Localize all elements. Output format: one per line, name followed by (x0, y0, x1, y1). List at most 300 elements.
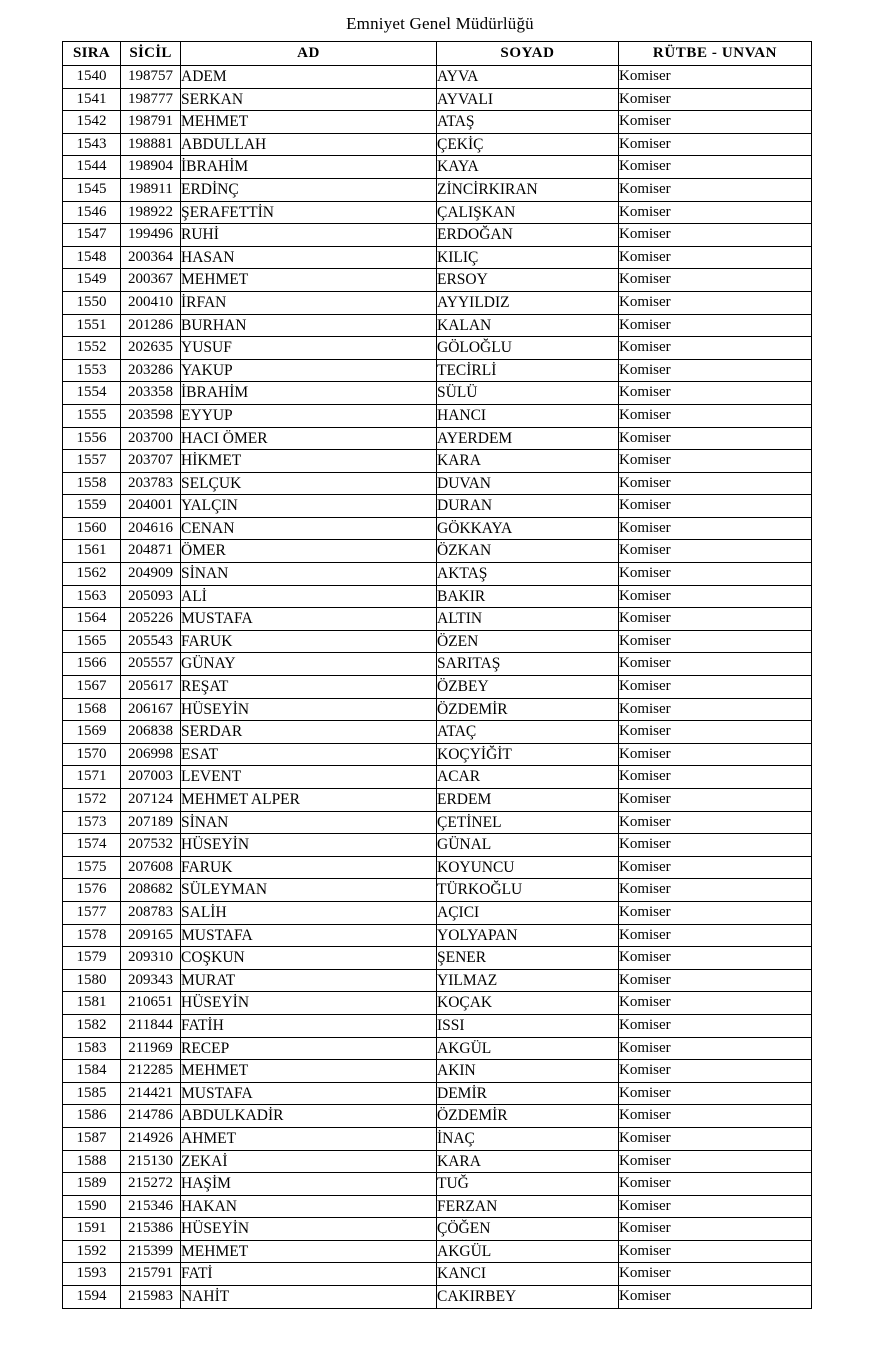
cell-sicil: 215386 (121, 1218, 181, 1241)
cell-sicil: 208682 (121, 879, 181, 902)
cell-sicil: 207532 (121, 834, 181, 857)
cell-rutbe: Komiser (619, 111, 812, 134)
cell-sicil: 203358 (121, 382, 181, 405)
cell-rutbe: Komiser (619, 879, 812, 902)
cell-ad: RUHİ (181, 224, 437, 247)
cell-sicil: 198757 (121, 66, 181, 89)
table-row (63, 924, 812, 947)
cell-soyad: İNAÇ (437, 1127, 619, 1150)
cell-soyad: ATAŞ (437, 111, 619, 134)
cell-sicil: 206167 (121, 698, 181, 721)
table-row (63, 450, 812, 473)
cell-sira: 1589 (63, 1173, 121, 1196)
cell-sira: 1557 (63, 450, 121, 473)
cell-sira: 1553 (63, 359, 121, 382)
cell-rutbe: Komiser (619, 88, 812, 111)
cell-sira: 1572 (63, 789, 121, 812)
table-row (63, 517, 812, 540)
cell-soyad: TECİRLİ (437, 359, 619, 382)
cell-rutbe: Komiser (619, 314, 812, 337)
cell-sicil: 204909 (121, 563, 181, 586)
cell-sira: 1583 (63, 1037, 121, 1060)
cell-sira: 1575 (63, 856, 121, 879)
cell-ad: İBRAHİM (181, 156, 437, 179)
cell-soyad: AKIN (437, 1060, 619, 1083)
cell-sira: 1578 (63, 924, 121, 947)
table-row (63, 201, 812, 224)
cell-rutbe: Komiser (619, 1263, 812, 1286)
cell-rutbe: Komiser (619, 766, 812, 789)
cell-sira: 1555 (63, 404, 121, 427)
table-row (63, 856, 812, 879)
cell-soyad: AYVALI (437, 88, 619, 111)
cell-ad: MEHMET (181, 111, 437, 134)
cell-sira: 1571 (63, 766, 121, 789)
cell-sira: 1543 (63, 133, 121, 156)
cell-sicil: 205093 (121, 585, 181, 608)
cell-ad: MEHMET (181, 269, 437, 292)
cell-sira: 1593 (63, 1263, 121, 1286)
cell-sira: 1591 (63, 1218, 121, 1241)
table-row (63, 721, 812, 744)
cell-ad: MUSTAFA (181, 608, 437, 631)
cell-soyad: YILMAZ (437, 969, 619, 992)
cell-sicil: 203707 (121, 450, 181, 473)
cell-ad: MEHMET (181, 1240, 437, 1263)
table-row (63, 359, 812, 382)
cell-rutbe: Komiser (619, 178, 812, 201)
table-row (63, 1218, 812, 1241)
cell-sicil: 215272 (121, 1173, 181, 1196)
cell-sicil: 204616 (121, 517, 181, 540)
cell-sicil: 215983 (121, 1286, 181, 1309)
table-row (63, 314, 812, 337)
cell-soyad: FERZAN (437, 1195, 619, 1218)
table-row (63, 156, 812, 179)
cell-sicil: 215399 (121, 1240, 181, 1263)
cell-rutbe: Komiser (619, 337, 812, 360)
table-row (63, 540, 812, 563)
cell-rutbe: Komiser (619, 653, 812, 676)
cell-sicil: 205557 (121, 653, 181, 676)
cell-ad: NAHİT (181, 1286, 437, 1309)
cell-rutbe: Komiser (619, 698, 812, 721)
cell-rutbe: Komiser (619, 1240, 812, 1263)
cell-rutbe: Komiser (619, 1082, 812, 1105)
cell-soyad: ÇEKİÇ (437, 133, 619, 156)
cell-sicil: 205617 (121, 676, 181, 699)
cell-sicil: 202635 (121, 337, 181, 360)
table-row (63, 1105, 812, 1128)
cell-ad: ERDİNÇ (181, 178, 437, 201)
cell-soyad: AÇICI (437, 901, 619, 924)
cell-sira: 1556 (63, 427, 121, 450)
cell-sira: 1566 (63, 653, 121, 676)
cell-soyad: DEMİR (437, 1082, 619, 1105)
cell-soyad: SÜLÜ (437, 382, 619, 405)
table-row (63, 676, 812, 699)
cell-ad: RECEP (181, 1037, 437, 1060)
cell-soyad: KARA (437, 450, 619, 473)
cell-soyad: KOÇAK (437, 992, 619, 1015)
cell-soyad: GÖKKAYA (437, 517, 619, 540)
cell-soyad: ÖZEN (437, 630, 619, 653)
cell-sira: 1544 (63, 156, 121, 179)
cell-rutbe: Komiser (619, 382, 812, 405)
cell-ad: SELÇUK (181, 472, 437, 495)
cell-ad: ESAT (181, 743, 437, 766)
cell-rutbe: Komiser (619, 834, 812, 857)
cell-sicil: 198777 (121, 88, 181, 111)
table-header (63, 42, 812, 66)
cell-rutbe: Komiser (619, 66, 812, 89)
cell-sicil: 198904 (121, 156, 181, 179)
cell-sira: 1551 (63, 314, 121, 337)
cell-sira: 1545 (63, 178, 121, 201)
column-header-rutbe: RÜTBE - UNVAN (619, 42, 812, 66)
table-header-row (63, 42, 812, 66)
table-row (63, 811, 812, 834)
table-row (63, 630, 812, 653)
cell-soyad: ALTIN (437, 608, 619, 631)
cell-sira: 1564 (63, 608, 121, 631)
cell-soyad: ZİNCİRKIRAN (437, 178, 619, 201)
cell-ad: FATİ (181, 1263, 437, 1286)
cell-ad: ŞERAFETTİN (181, 201, 437, 224)
cell-sira: 1562 (63, 563, 121, 586)
cell-soyad: BAKIR (437, 585, 619, 608)
cell-sira: 1546 (63, 201, 121, 224)
cell-ad: HASAN (181, 246, 437, 269)
cell-sicil: 207189 (121, 811, 181, 834)
cell-rutbe: Komiser (619, 427, 812, 450)
column-header-ad: AD (181, 42, 437, 66)
cell-rutbe: Komiser (619, 1037, 812, 1060)
cell-ad: HAŞİM (181, 1173, 437, 1196)
personnel-table (62, 41, 812, 1309)
cell-sira: 1588 (63, 1150, 121, 1173)
cell-soyad: KALAN (437, 314, 619, 337)
table-row (63, 224, 812, 247)
cell-rutbe: Komiser (619, 789, 812, 812)
table-row (63, 1127, 812, 1150)
cell-sira: 1574 (63, 834, 121, 857)
cell-sicil: 211969 (121, 1037, 181, 1060)
cell-sicil: 206838 (121, 721, 181, 744)
cell-sicil: 207124 (121, 789, 181, 812)
table-row (63, 1037, 812, 1060)
cell-rutbe: Komiser (619, 992, 812, 1015)
column-header-sicil: SİCİL (121, 42, 181, 66)
cell-sicil: 214421 (121, 1082, 181, 1105)
cell-rutbe: Komiser (619, 133, 812, 156)
cell-soyad: HANCI (437, 404, 619, 427)
cell-sira: 1569 (63, 721, 121, 744)
cell-rutbe: Komiser (619, 1014, 812, 1037)
cell-ad: HÜSEYİN (181, 834, 437, 857)
table-row (63, 404, 812, 427)
cell-sicil: 214926 (121, 1127, 181, 1150)
cell-rutbe: Komiser (619, 721, 812, 744)
cell-sicil: 200367 (121, 269, 181, 292)
cell-rutbe: Komiser (619, 1060, 812, 1083)
cell-rutbe: Komiser (619, 811, 812, 834)
cell-sicil: 212285 (121, 1060, 181, 1083)
table-row (63, 1240, 812, 1263)
cell-soyad: ÖZDEMİR (437, 698, 619, 721)
cell-sira: 1549 (63, 269, 121, 292)
cell-sira: 1581 (63, 992, 121, 1015)
column-header-sira: SIRA (63, 42, 121, 66)
table-row (63, 495, 812, 518)
table-row (63, 653, 812, 676)
cell-ad: HACI ÖMER (181, 427, 437, 450)
table-row (63, 834, 812, 857)
cell-ad: HAKAN (181, 1195, 437, 1218)
table-row (63, 766, 812, 789)
cell-sicil: 204871 (121, 540, 181, 563)
cell-ad: MEHMET ALPER (181, 789, 437, 812)
cell-sicil: 203598 (121, 404, 181, 427)
cell-sicil: 207608 (121, 856, 181, 879)
cell-rutbe: Komiser (619, 1150, 812, 1173)
cell-ad: YAKUP (181, 359, 437, 382)
cell-soyad: AYERDEM (437, 427, 619, 450)
cell-rutbe: Komiser (619, 676, 812, 699)
cell-rutbe: Komiser (619, 472, 812, 495)
table-row (63, 585, 812, 608)
cell-soyad: AKGÜL (437, 1240, 619, 1263)
cell-soyad: AYYILDIZ (437, 291, 619, 314)
table-row (63, 879, 812, 902)
cell-sicil: 201286 (121, 314, 181, 337)
cell-soyad: ISSI (437, 1014, 619, 1037)
cell-sicil: 205543 (121, 630, 181, 653)
cell-soyad: ATAÇ (437, 721, 619, 744)
cell-soyad: KANCI (437, 1263, 619, 1286)
cell-sira: 1573 (63, 811, 121, 834)
cell-ad: ABDULLAH (181, 133, 437, 156)
table-row (63, 1060, 812, 1083)
cell-rutbe: Komiser (619, 269, 812, 292)
table-row (63, 992, 812, 1015)
cell-ad: GÜNAY (181, 653, 437, 676)
cell-sira: 1585 (63, 1082, 121, 1105)
cell-soyad: SARITAŞ (437, 653, 619, 676)
cell-soyad: ÇÖĞEN (437, 1218, 619, 1241)
cell-ad: YUSUF (181, 337, 437, 360)
cell-sira: 1568 (63, 698, 121, 721)
cell-rutbe: Komiser (619, 517, 812, 540)
cell-sira: 1576 (63, 879, 121, 902)
table-row (63, 337, 812, 360)
cell-ad: FARUK (181, 856, 437, 879)
cell-rutbe: Komiser (619, 585, 812, 608)
table-row (63, 743, 812, 766)
cell-sicil: 198922 (121, 201, 181, 224)
cell-rutbe: Komiser (619, 359, 812, 382)
cell-sira: 1584 (63, 1060, 121, 1083)
cell-soyad: CAKIRBEY (437, 1286, 619, 1309)
cell-ad: SİNAN (181, 563, 437, 586)
cell-sira: 1541 (63, 88, 121, 111)
cell-rutbe: Komiser (619, 901, 812, 924)
cell-rutbe: Komiser (619, 1218, 812, 1241)
cell-rutbe: Komiser (619, 563, 812, 586)
cell-soyad: DURAN (437, 495, 619, 518)
cell-sira: 1592 (63, 1240, 121, 1263)
table-row (63, 178, 812, 201)
cell-sira: 1558 (63, 472, 121, 495)
cell-rutbe: Komiser (619, 540, 812, 563)
cell-ad: ALİ (181, 585, 437, 608)
cell-soyad: ŞENER (437, 947, 619, 970)
cell-sira: 1567 (63, 676, 121, 699)
cell-sira: 1590 (63, 1195, 121, 1218)
cell-rutbe: Komiser (619, 1173, 812, 1196)
cell-sira: 1586 (63, 1105, 121, 1128)
cell-sicil: 208783 (121, 901, 181, 924)
cell-soyad: AKTAŞ (437, 563, 619, 586)
cell-ad: HÜSEYİN (181, 698, 437, 721)
cell-rutbe: Komiser (619, 291, 812, 314)
cell-sira: 1540 (63, 66, 121, 89)
cell-sira: 1577 (63, 901, 121, 924)
table-row (63, 269, 812, 292)
table-row (63, 563, 812, 586)
cell-rutbe: Komiser (619, 246, 812, 269)
cell-ad: ZEKAİ (181, 1150, 437, 1173)
cell-sicil: 206998 (121, 743, 181, 766)
cell-rutbe: Komiser (619, 630, 812, 653)
cell-soyad: ÖZKAN (437, 540, 619, 563)
cell-rutbe: Komiser (619, 224, 812, 247)
cell-rutbe: Komiser (619, 1127, 812, 1150)
cell-ad: AHMET (181, 1127, 437, 1150)
cell-ad: MEHMET (181, 1060, 437, 1083)
cell-sira: 1542 (63, 111, 121, 134)
table-row (63, 947, 812, 970)
cell-ad: HÜSEYİN (181, 1218, 437, 1241)
table-row (63, 698, 812, 721)
table-row (63, 1014, 812, 1037)
cell-sicil: 214786 (121, 1105, 181, 1128)
cell-rutbe: Komiser (619, 201, 812, 224)
cell-soyad: AKGÜL (437, 1037, 619, 1060)
cell-sicil: 209165 (121, 924, 181, 947)
cell-ad: MUSTAFA (181, 924, 437, 947)
cell-ad: CENAN (181, 517, 437, 540)
cell-sira: 1563 (63, 585, 121, 608)
cell-sicil: 200364 (121, 246, 181, 269)
table-row (63, 789, 812, 812)
cell-soyad: GÖLOĞLU (437, 337, 619, 360)
cell-sira: 1594 (63, 1286, 121, 1309)
table-row (63, 1195, 812, 1218)
cell-soyad: TÜRKOĞLU (437, 879, 619, 902)
cell-soyad: GÜNAL (437, 834, 619, 857)
cell-soyad: YOLYAPAN (437, 924, 619, 947)
table-row (63, 901, 812, 924)
cell-soyad: KARA (437, 1150, 619, 1173)
cell-soyad: KILIÇ (437, 246, 619, 269)
cell-rutbe: Komiser (619, 856, 812, 879)
cell-sicil: 203700 (121, 427, 181, 450)
cell-ad: FATİH (181, 1014, 437, 1037)
cell-soyad: ÇETİNEL (437, 811, 619, 834)
cell-sicil: 198911 (121, 178, 181, 201)
table-row (63, 1173, 812, 1196)
cell-rutbe: Komiser (619, 450, 812, 473)
table-row (63, 111, 812, 134)
table-row (63, 88, 812, 111)
cell-rutbe: Komiser (619, 924, 812, 947)
cell-ad: MUSTAFA (181, 1082, 437, 1105)
cell-ad: İRFAN (181, 291, 437, 314)
cell-ad: LEVENT (181, 766, 437, 789)
cell-soyad: DUVAN (437, 472, 619, 495)
cell-sicil: 203783 (121, 472, 181, 495)
cell-sicil: 198881 (121, 133, 181, 156)
table-row (63, 608, 812, 631)
cell-sira: 1548 (63, 246, 121, 269)
cell-soyad: ERDOĞAN (437, 224, 619, 247)
cell-soyad: ÇALIŞKAN (437, 201, 619, 224)
cell-sicil: 204001 (121, 495, 181, 518)
cell-rutbe: Komiser (619, 156, 812, 179)
cell-ad: SİNAN (181, 811, 437, 834)
cell-sicil: 211844 (121, 1014, 181, 1037)
cell-soyad: KOÇYİĞİT (437, 743, 619, 766)
cell-sira: 1565 (63, 630, 121, 653)
cell-rutbe: Komiser (619, 1286, 812, 1309)
cell-soyad: ÖZDEMİR (437, 1105, 619, 1128)
cell-rutbe: Komiser (619, 404, 812, 427)
cell-soyad: ACAR (437, 766, 619, 789)
cell-soyad: AYVA (437, 66, 619, 89)
cell-rutbe: Komiser (619, 743, 812, 766)
cell-ad: SERDAR (181, 721, 437, 744)
cell-sicil: 209310 (121, 947, 181, 970)
cell-sira: 1582 (63, 1014, 121, 1037)
column-header-soyad: SOYAD (437, 42, 619, 66)
table-row (63, 1263, 812, 1286)
cell-rutbe: Komiser (619, 495, 812, 518)
cell-sicil: 215346 (121, 1195, 181, 1218)
cell-sira: 1552 (63, 337, 121, 360)
cell-ad: SERKAN (181, 88, 437, 111)
cell-ad: HÜSEYİN (181, 992, 437, 1015)
table-row (63, 133, 812, 156)
table-row (63, 1150, 812, 1173)
table-row (63, 1286, 812, 1309)
cell-ad: SALİH (181, 901, 437, 924)
cell-sicil: 198791 (121, 111, 181, 134)
cell-ad: MURAT (181, 969, 437, 992)
cell-sira: 1547 (63, 224, 121, 247)
cell-ad: COŞKUN (181, 947, 437, 970)
cell-sira: 1579 (63, 947, 121, 970)
cell-sira: 1580 (63, 969, 121, 992)
table-body (63, 66, 812, 1309)
table-row (63, 291, 812, 314)
cell-soyad: TUĞ (437, 1173, 619, 1196)
table-row (63, 382, 812, 405)
cell-ad: YALÇIN (181, 495, 437, 518)
table-row (63, 472, 812, 495)
cell-sicil: 200410 (121, 291, 181, 314)
cell-soyad: ERSOY (437, 269, 619, 292)
